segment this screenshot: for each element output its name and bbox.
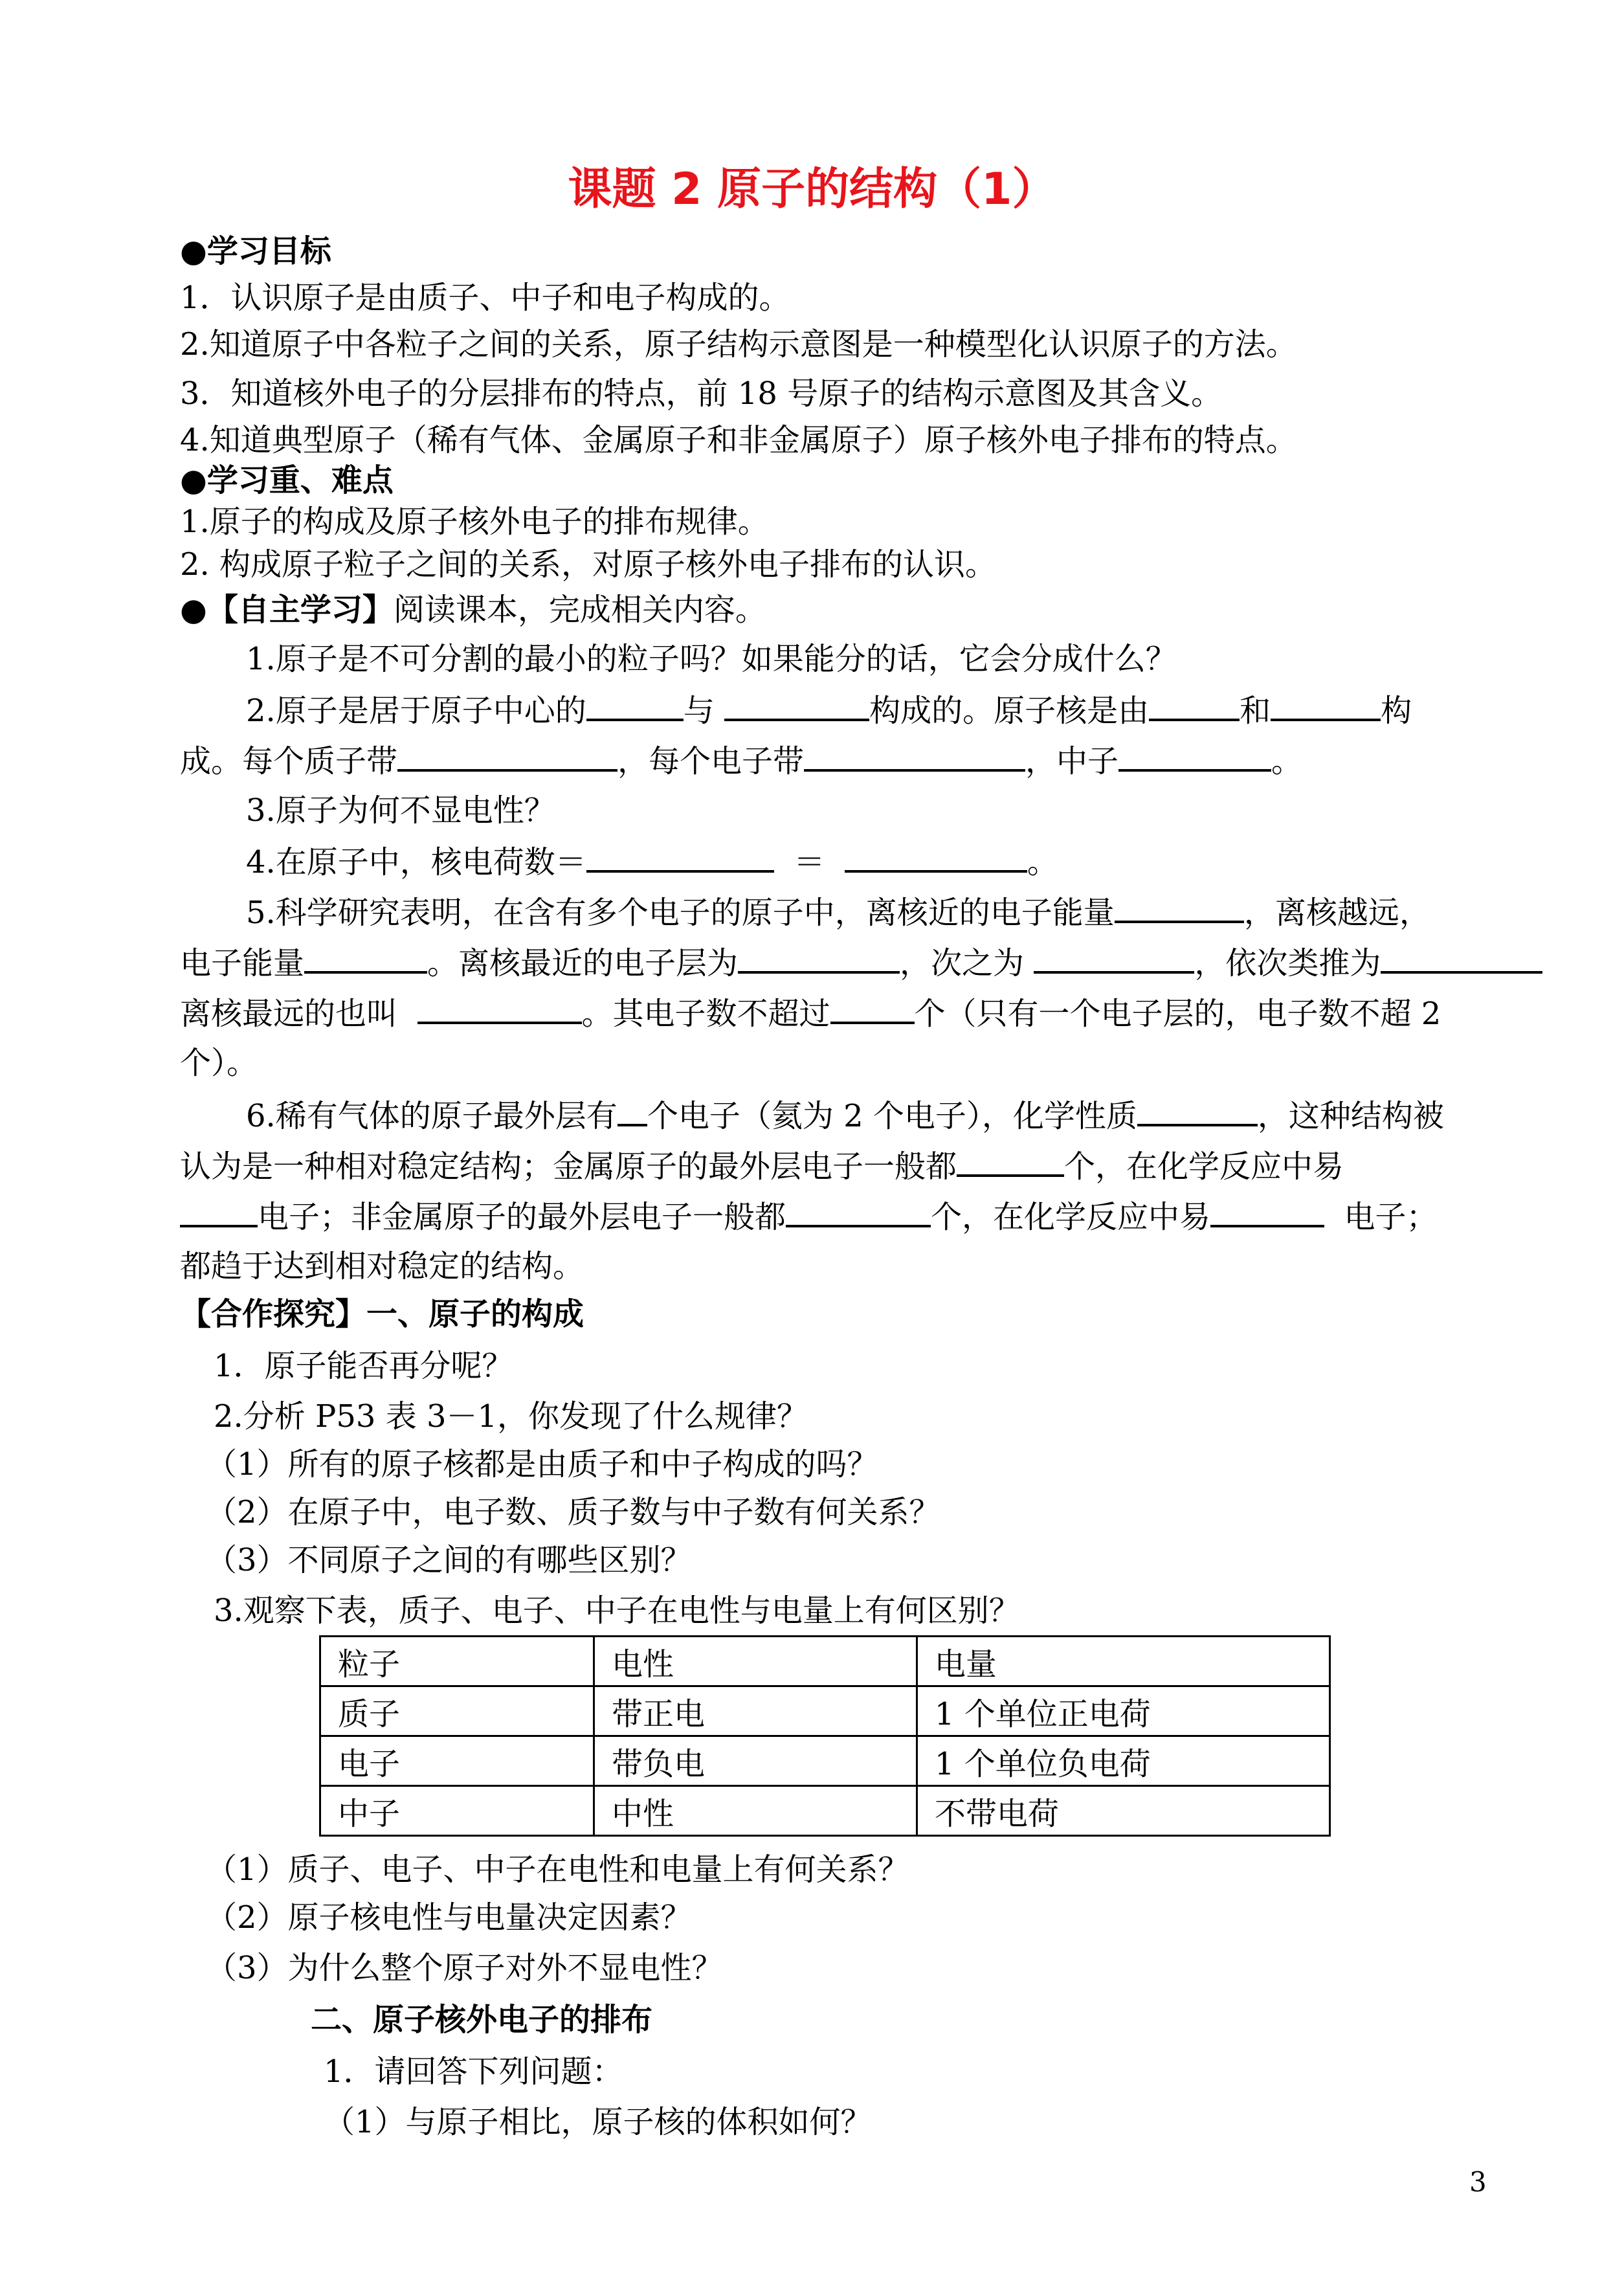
page-number: 3 [1469,2166,1487,2198]
self-study-question-6-line-2 [180,1146,1344,1186]
answer-blank[interactable] [804,741,1025,772]
table-header-cell: 电性 [594,1637,917,1686]
self-study-question-6-line-1 [246,1095,1444,1135]
q4-text: 4.在原子中，核电荷数＝ [246,844,586,880]
self-study-heading-rest: 阅读课本，完成相关内容。 [393,592,766,628]
answer-blank[interactable] [845,842,1027,873]
explore-item: （2）在原子中，电子数、质子数与中子数有何关系？ [206,1494,940,1530]
particle-charge-table [319,1635,1331,1837]
explore-heading: 【合作探究】一、原子的构成 [180,1296,584,1332]
answer-blank[interactable] [724,690,869,721]
self-study-question-6-line-4: 都趋于达到相对稳定的结构。 [180,1248,584,1284]
q2-text: 2.原子是居于原子中心的 [246,693,586,729]
table-row [320,1686,1330,1736]
objective-item: 1．认识原子是由质子、中子和电子构成的。 [180,280,790,316]
page-title: 课题 2 原子的结构（1） [568,164,1056,215]
answer-blank[interactable] [304,943,427,974]
self-study-question-5-line-4: 个）。 [180,1045,258,1081]
key-point-item: 2. 构成原子粒子之间的关系，对原子核外电子排布的认识。 [180,546,997,583]
q6-text: 认为是一种相对稳定结构；金属原子的最外层电子一般都 [180,1148,957,1185]
table-cell: 中性 [594,1786,917,1836]
objective-item: 2.知道原子中各粒子之间的关系，原子结构示意图是一种模型化认识原子的方法。 [180,326,1297,363]
q5-text: 5.科学研究表明，在含有多个电子的原子中，离核近的电子能量 [246,895,1115,931]
q5-text: 电子能量 [180,945,305,981]
table-header-cell: 电量 [917,1637,1329,1686]
explore-item: 2.分析 P53 表 3－1，你发现了什么规律？ [214,1398,808,1435]
table-cell: 1 个单位正电荷 [917,1686,1329,1736]
self-study-question-5-line-2 [180,943,1542,983]
self-study-question-2-line-2 [180,741,1302,781]
q6-text: 电子；非金属原子的最外层电子一般都 [258,1199,786,1235]
answer-blank[interactable] [1381,943,1542,974]
answer-blank[interactable] [738,943,900,974]
self-study-heading-bold: ●【自主学习】 [180,592,394,628]
q2-text: 成。每个质子带 [180,743,398,779]
key-point-item: 1.原子的构成及原子核外电子的排布规律。 [180,504,769,540]
table-cell: 电子 [320,1736,594,1786]
objective-item: 3．知道核外电子的分层排布的特点，前 18 号原子的结构示意图及其含义。 [180,375,1223,412]
table-cell: 不带电荷 [917,1786,1329,1836]
table-row [320,1736,1330,1786]
q5-text: ，依次类推为 [1194,945,1381,981]
self-study-question-3: 3.原子为何不显电性？ [246,792,555,829]
self-study-question-5-line-3 [180,993,1441,1033]
section-2-item: 1．请回答下列问题： [324,2053,623,2090]
answer-blank[interactable] [957,1146,1064,1177]
q5-text: ，离核越远， [1243,895,1430,931]
q6-text: 6.稀有气体的原子最外层有 [246,1098,617,1134]
q5-text: 。其电子数不超过 [581,996,830,1032]
explore-followup-item: （1）质子、电子、中子在电性和电量上有何关系？ [206,1851,909,1888]
self-study-question-1: 1.原子是不可分割的最小的粒子吗？如果能分的话，它会分成什么？ [246,641,1177,677]
self-study-heading [180,590,766,629]
q2-text: ，每个电子带 [617,743,805,779]
answer-blank[interactable] [830,993,915,1024]
explore-item: 3.观察下表，质子、电子、中子在电性与电量上有何区别？ [214,1593,1020,1629]
key-points-heading: ●学习重、难点 [180,462,394,498]
answer-blank[interactable] [417,993,582,1024]
q4-text: ＝ [794,844,825,880]
section-2-heading: 二、原子核外电子的排布 [311,2002,653,2038]
q5-text: 离核最远的也叫 [180,996,398,1032]
answer-blank[interactable] [1271,690,1381,721]
explore-item: （3）不同原子之间的有哪些区别？ [206,1542,692,1578]
answer-blank[interactable] [586,690,684,721]
q2-text: 构 [1381,693,1412,729]
explore-followup-item: （3）为什么整个原子对外不显电性？ [206,1950,723,1986]
q6-text: ，这种结构被 [1257,1098,1444,1134]
answer-blank[interactable] [1118,741,1271,772]
answer-blank[interactable] [586,842,774,873]
q5-text: ，次之为 [900,945,1025,981]
q6-text: 个电子（氦为 2 个电子），化学性质 [647,1098,1137,1134]
table-header-row [320,1637,1330,1686]
answer-blank[interactable] [1210,1196,1324,1227]
q2-text: 。 [1271,743,1303,779]
self-study-question-5-line-1 [246,892,1430,932]
q4-text: 。 [1027,844,1058,880]
answer-blank[interactable] [397,741,617,772]
q2-text: ，中子 [1025,743,1119,779]
q5-text: 。离核最近的电子层为 [427,945,739,981]
q6-text: 电子； [1344,1199,1438,1235]
answer-blank[interactable] [1137,1095,1258,1126]
section-2-item: （1）与原子相比，原子核的体积如何？ [324,2104,872,2140]
explore-item: （1）所有的原子核都是由质子和中子构成的吗？ [206,1446,878,1482]
self-study-question-4 [246,842,1058,882]
table-cell: 带负电 [594,1736,917,1786]
answer-blank[interactable] [180,1196,258,1227]
answer-blank[interactable] [786,1196,931,1227]
self-study-question-2-line-1 [246,690,1412,730]
q6-text: 个，在化学反应中易 [931,1199,1211,1235]
objectives-heading: ●学习目标 [180,233,331,269]
table-header-cell: 粒子 [320,1637,594,1686]
objective-item: 4.知道典型原子（稀有气体、金属原子和非金属原子）原子核外电子排布的特点。 [180,422,1297,458]
q2-text: 与 [683,693,715,729]
explore-followup-item: （2）原子核电性与电量决定因素？ [206,1899,692,1936]
explore-item: 1．原子能否再分呢？ [214,1348,513,1384]
q2-text: 构成的。原子核是由 [869,693,1150,729]
q5-text: 个（只有一个电子层的，电子数不超 2 [914,996,1441,1032]
self-study-question-6-line-3 [180,1196,1438,1236]
q2-text: 和 [1240,693,1271,729]
answer-blank[interactable] [617,1095,647,1126]
answer-blank[interactable] [1034,943,1194,974]
table-row [320,1786,1330,1836]
answer-blank[interactable] [1115,892,1244,923]
table-cell: 1 个单位负电荷 [917,1736,1329,1786]
table-cell: 质子 [320,1686,594,1736]
answer-blank[interactable] [1149,690,1240,721]
table-cell: 带正电 [594,1686,917,1736]
q6-text: 个，在化学反应中易 [1064,1148,1344,1185]
table-cell: 中子 [320,1786,594,1836]
